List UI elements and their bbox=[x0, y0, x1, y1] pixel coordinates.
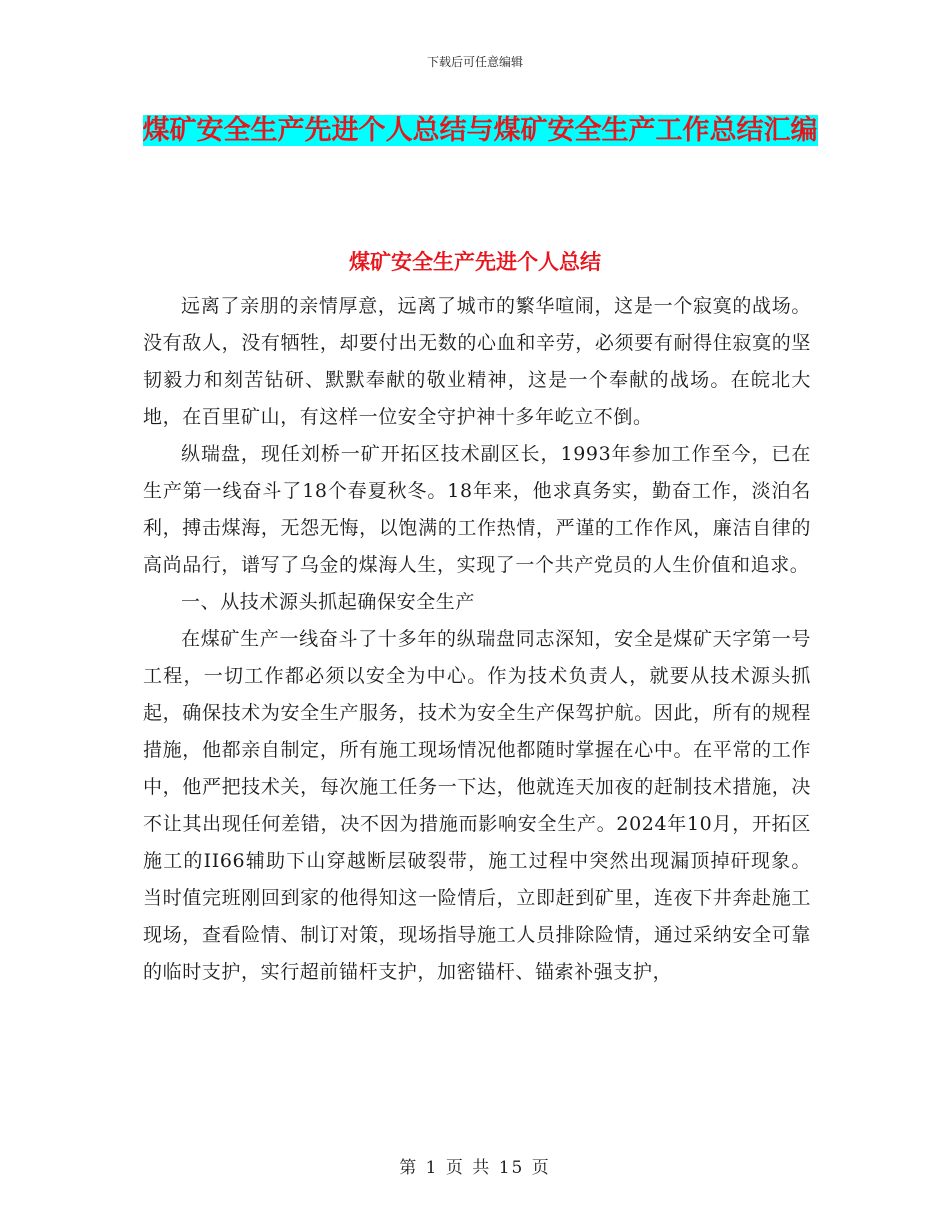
section-title: 煤矿安全生产先进个人总结 bbox=[349, 250, 601, 274]
document-title-text: 煤矿安全生产先进个人总结与煤矿安全生产工作总结汇编 bbox=[142, 115, 818, 146]
paragraph-intro: 远离了亲朋的亲情厚意，远离了城市的繁华喧闹，这是一个寂寞的战场。没有敌人，没有牺牲，却要付出无数的心血和辛劳，必须要有耐得住寂寞的坚韧毅力和刻苦钻研、默默奉献的敬业精神，这是一个奉献的战场。在皖北大地，在百里矿山，有这样一位安全守护神十多年屹立不倒。 bbox=[143, 295, 811, 428]
paragraph-heading-one: 一、从技术源头抓起确保安全生产 bbox=[181, 591, 476, 613]
paragraph-profile: 纵瑞盘，现任刘桥一矿开拓区技术副区长，1993年参加工作至今，已在生产第一线奋斗了18个春夏秋冬。18年来，他求真务实，勤奋工作，淡泊名利，搏击煤海，无怨无悔，以饱满的工作热情，严谨的工作作风，廉洁自律的高尚品行，谱写了乌金的煤海人生，实现了一个共产党员的人生价值和追求。 bbox=[143, 443, 811, 576]
document-body bbox=[143, 288, 811, 991]
document-title bbox=[140, 108, 820, 154]
page-number: 第 1 页 共 15 页 bbox=[399, 1158, 551, 1178]
header-note: 下载后可任意编辑 bbox=[426, 55, 523, 69]
paragraph-technical: 在煤矿生产一线奋斗了十多年的纵瑞盘同志深知，安全是煤矿天字第一号工程，一切工作都必须以安全为中心。作为技术负责人，就要从技术源头抓起，确保技术为安全生产服务，技术为安全生产保驾护航。因此，所有的规程措施，他都亲自制定，所有施工现场情况他都随时掌握在心中。在平常的工作中，他严把技术关，每次施工任务一下达，他就连天加夜的赶制技术措施，决不让其出现任何差错，决不因为措施而影响安全生产。2024年10月，开拓区施工的II66辅助下山穿越断层破裂带，施工过程中突然出现漏顶掉矸现象。当时值完班刚回到家的他得知这一险情后，立即赶到矿里，连夜下井奔赴施工现场，查看险情、制订对策，现场指导施工人员排除险情，通过采纳安全可靠的临时支护，实行超前锚杆支护，加密锚杆、锚索补强支护， bbox=[143, 628, 811, 983]
